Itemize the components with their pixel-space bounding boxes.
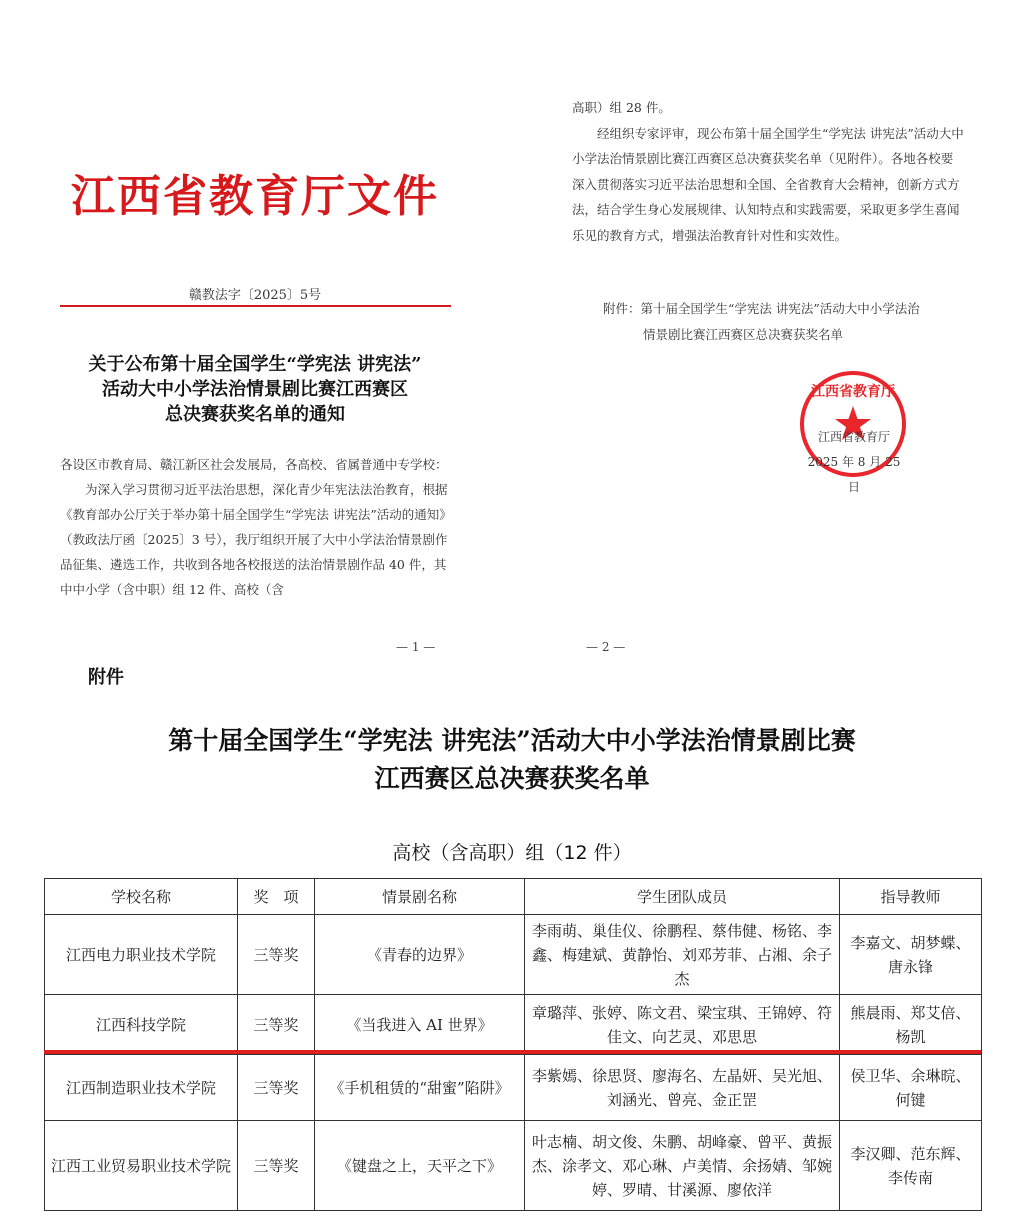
award-cell: 三等奖	[238, 1121, 315, 1211]
notice-title-line: 关于公布第十届全国学生“学宪法 讲宪法”	[88, 354, 422, 375]
award-cell: 三等奖	[238, 995, 315, 1055]
school-cell: 江西科技学院	[45, 995, 238, 1055]
teachers-cell: 李嘉文、胡梦蝶、唐永锋	[840, 915, 982, 995]
attachment-note	[603, 296, 968, 348]
attachment-note-line: 情景剧比赛江西赛区总决赛获奖名单	[643, 327, 844, 342]
teachers-cell: 侯卫华、余琳晥、何键	[840, 1055, 982, 1121]
seal-text: 江西省教育厅	[811, 384, 895, 400]
members-cell: 叶志楠、胡文俊、朱鹏、胡峰豪、曾平、黄振杰、涂孝文、邓心琳、卢美情、余扬婧、邹婉婷、罗晴、甘溪源、廖依洋	[525, 1121, 840, 1211]
attachment-title-line: 第十届全国学生“学宪法 讲宪法”活动大中小学法治情景剧比赛	[168, 726, 856, 755]
column-header: 情景剧名称	[315, 879, 525, 915]
school-cell: 江西制造职业技术学院	[45, 1055, 238, 1121]
red-divider	[60, 305, 451, 307]
award-cell: 三等奖	[238, 915, 315, 995]
signature-block	[806, 425, 902, 500]
school-cell: 江西工业贸易职业技术学院	[45, 1121, 238, 1211]
notice-title-line: 总决赛获奖名单的通知	[165, 404, 345, 425]
attachment-title	[0, 722, 1024, 798]
teachers-cell: 熊晨雨、郑艾倍、杨凯	[840, 995, 982, 1055]
group-title: 高校（含高职）组（12 件）	[392, 842, 632, 864]
play-cell: 《手机租赁的“甜蜜”陷阱》	[315, 1055, 525, 1121]
addressee: 各设区市教育局、赣江新区社会发展局，各高校、省属普通中专学校：	[60, 457, 448, 472]
notice-body-continued	[572, 95, 964, 248]
members-cell: 章璐萍、张婷、陈文君、梁宝琪、王锦婷、符佳文、向艺灵、邓思思	[525, 995, 840, 1055]
sign-date: 2025 年 8 月 25 日	[807, 455, 901, 494]
table-header-row	[45, 879, 982, 915]
attachment-title-line: 江西赛区总决赛获奖名单	[374, 764, 650, 793]
page-number: — 1 —	[396, 640, 436, 654]
column-header: 学生团队成员	[525, 879, 840, 915]
page-number: — 2 —	[586, 640, 626, 654]
members-cell: 李紫嫣、徐思贤、廖海名、左晶妍、吴光旭、刘涵光、曾亮、金正罡	[525, 1055, 840, 1121]
column-header: 奖 项	[238, 879, 315, 915]
signer-name: 江西省教育厅	[817, 430, 890, 444]
teachers-cell: 李汉卿、范东辉、李传南	[840, 1121, 982, 1211]
play-cell: 《键盘之上，天平之下》	[315, 1121, 525, 1211]
continuation-text: 高职）组 28 件。	[572, 100, 671, 115]
document-header-title: 江西省教育厅文件	[71, 171, 439, 222]
play-cell: 《当我进入 AI 世界》	[315, 995, 525, 1055]
body-paragraph: 经组织专家评审，现公布第十届全国学生“学宪法 讲宪法”活动大中小学法治情景剧比赛江西赛区总决赛获奖名单（见附件）。各地各校要深入贯彻落实习近平法治思想和全国、全省教育大会精神，创新方式方法，结合学生身心发展规律、认知特点和实践需要，采取更多学生喜闻乐见的教育方式，增强法治教育针对性和实效性。	[572, 125, 964, 243]
table-row	[45, 1055, 982, 1121]
document-number: 赣教法字〔2025〕5号	[188, 288, 322, 303]
attachment-label: 附件	[88, 667, 124, 688]
body-paragraph: 为深入学习贯彻习近平法治思想，深化青少年宪法法治教育，根据《教育部办公厅关于举办第十届全国学生“学宪法 讲宪法”活动的通知》（教政法厅函〔2025〕3 号），我厅组织开展了大中小学法治情景剧作品征集、遴选工作，共收到各地各校报送的法治情景剧作品 40 件，其中中小学（含中职）组 12 件、高校（含	[60, 482, 452, 597]
notice-title	[60, 352, 450, 427]
awards-table	[44, 878, 982, 1211]
red-highlight-bar	[44, 1050, 981, 1054]
play-cell: 《青春的边界》	[315, 915, 525, 995]
notice-title-line: 活动大中小学法治情景剧比赛江西赛区	[102, 379, 408, 400]
column-header: 学校名称	[45, 879, 238, 915]
table-row	[45, 995, 982, 1055]
award-cell: 三等奖	[238, 1055, 315, 1121]
school-cell: 江西电力职业技术学院	[45, 915, 238, 995]
notice-body	[60, 452, 452, 602]
table-row	[45, 1121, 982, 1211]
members-cell: 李雨萌、巢佳仪、徐鹏程、蔡伟健、杨铭、李鑫、梅建斌、黄静怡、刘邓芳菲、占湘、余子杰	[525, 915, 840, 995]
table-row	[45, 915, 982, 995]
column-header: 指导教师	[840, 879, 982, 915]
attachment-note-line: 附件：第十届全国学生“学宪法 讲宪法”活动大中小学法治	[603, 301, 920, 316]
